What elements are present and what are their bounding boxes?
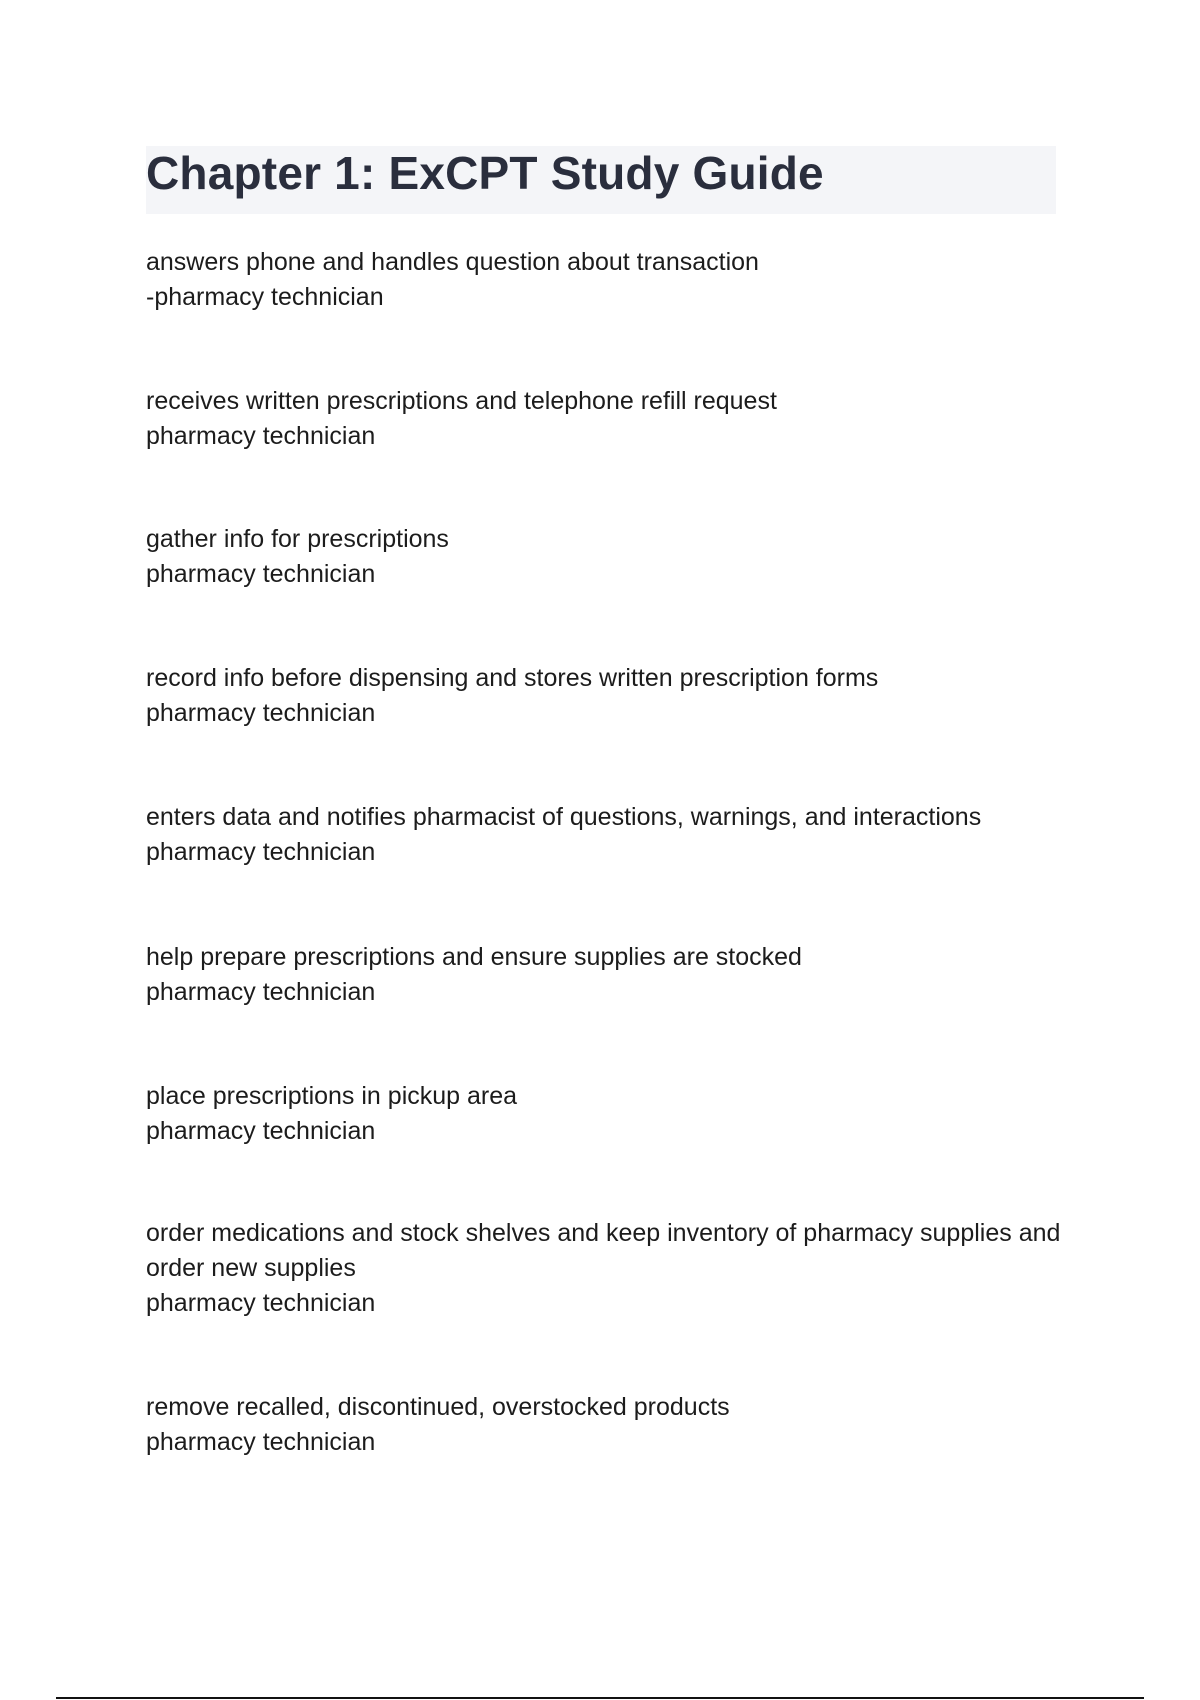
entry-question: answers phone and handles question about transaction xyxy=(146,248,759,276)
footer-rule xyxy=(56,1697,1144,1699)
entry-question: record info before dispensing and stores written prescription forms xyxy=(146,664,879,692)
study-entry xyxy=(146,245,1076,315)
study-entry xyxy=(146,940,1076,1010)
entry-answer: pharmacy technician xyxy=(146,1117,376,1145)
entry-answer: pharmacy technician xyxy=(146,422,376,450)
entry-question: help prepare prescriptions and ensure supplies are stocked xyxy=(146,943,802,971)
study-entry xyxy=(146,1390,1076,1460)
study-entry xyxy=(146,1079,1076,1149)
entry-question: receives written prescriptions and telephone refill request xyxy=(146,387,777,415)
entry-question: remove recalled, discontinued, overstocked products xyxy=(146,1393,730,1421)
entry-answer: pharmacy technician xyxy=(146,1428,376,1456)
entry-answer: pharmacy technician xyxy=(146,838,376,866)
entry-answer: pharmacy technician xyxy=(146,699,376,727)
entry-answer: pharmacy technician xyxy=(146,1289,376,1317)
study-entry xyxy=(146,661,1076,731)
entry-answer: pharmacy technician xyxy=(146,560,376,588)
entry-question: enters data and notifies pharmacist of questions, warnings, and interactions xyxy=(146,803,982,831)
study-entry xyxy=(146,384,1076,454)
study-entry xyxy=(146,800,1076,870)
entry-answer: -pharmacy technician xyxy=(146,283,384,311)
study-entry xyxy=(146,1216,1076,1321)
entry-answer: pharmacy technician xyxy=(146,978,376,1006)
entry-question: place prescriptions in pickup area xyxy=(146,1082,518,1110)
page-title: Chapter 1: ExCPT Study Guide xyxy=(146,147,824,199)
study-entry xyxy=(146,522,1076,592)
entry-question: order medications and stock shelves and keep inventory of pharmacy supplies and order new supplies xyxy=(146,1219,1061,1282)
entry-question: gather info for prescriptions xyxy=(146,525,449,553)
